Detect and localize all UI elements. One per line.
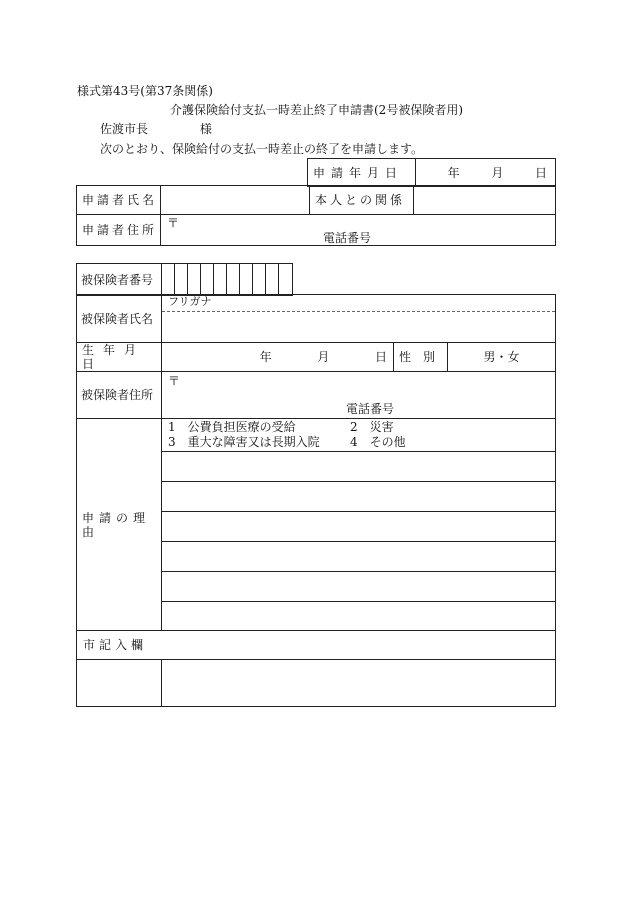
reason-option-3[interactable]: 3 重大な障害又は長期入院 [168,435,320,449]
insured-table [76,294,556,707]
reason-option-4[interactable]: 4 その他 [350,435,406,449]
number-digit-box[interactable] [175,264,188,294]
birth-date-label: 生年月日 [77,343,162,372]
office-use-label: 市記入欄 [77,631,556,660]
applicant-address-label: 申請者住所 [77,215,161,246]
reason-line[interactable] [162,572,556,602]
number-digit-box[interactable] [240,264,253,294]
insured-address-field[interactable] [162,372,556,419]
application-date-label: 申請年月日 [308,159,416,187]
relation-field[interactable] [414,186,556,215]
number-digit-box[interactable] [201,264,214,294]
birth-month-unit: 月 [317,350,330,364]
number-digit-box[interactable] [279,264,292,294]
postal-mark: 〒 [167,216,180,230]
insured-number-table [76,263,293,296]
reason-option-1[interactable]: 1 公費負担医療の受給 [168,420,296,434]
reason-options[interactable] [162,419,556,452]
number-digit-box[interactable] [214,264,227,294]
birth-day-unit: 日 [374,350,387,364]
form-title: 介護保険給付支払一時差止終了申請書(2号被保険者用) [170,103,464,117]
applicant-address-field[interactable] [161,215,556,246]
applicant-table [76,185,556,246]
reason-line[interactable] [162,482,556,512]
application-date-field[interactable] [416,159,556,187]
birth-date-field[interactable] [162,343,394,372]
number-digit-box[interactable] [266,264,279,294]
office-use-field[interactable] [162,660,556,707]
insured-address-label: 被保険者住所 [77,372,162,419]
number-digit-box[interactable] [188,264,201,294]
number-digit-box[interactable] [162,264,175,294]
gender-options: 男・女 [483,350,520,364]
number-digit-box[interactable] [253,264,266,294]
furigana-label: フリガナ [168,295,212,308]
postal-mark: 〒 [168,374,181,388]
furigana-row [162,295,555,312]
form-number: 様式第43号(第37条関係) [77,84,213,98]
number-digit-box[interactable] [227,264,240,294]
birth-year-unit: 年 [259,350,272,364]
applicant-name-field[interactable] [161,186,310,215]
reason-line[interactable] [162,512,556,542]
intro-text: 次のとおり、保険給付の支払一時差止の終了を申請します。 [100,142,424,156]
addressee [100,122,212,136]
date-year-unit: 年 [447,165,460,180]
addressee-name: 佐渡市長 [100,122,149,136]
date-month-unit: 月 [491,165,504,180]
office-use-left [77,660,162,707]
reason-line[interactable] [162,602,556,631]
applicant-name-label: 申請者氏名 [77,186,161,215]
reason-line[interactable] [162,542,556,572]
reason-line[interactable] [162,452,556,482]
addressee-honorific: 様 [199,122,212,136]
insured-phone-label: 電話番号 [346,402,395,416]
applicant-phone-label: 電話番号 [323,231,372,245]
applicant-date-table [307,158,556,187]
reason-label: 申請の理由 [77,419,162,631]
date-day-unit: 日 [534,165,547,180]
reason-option-2[interactable]: 2 災害 [350,420,394,434]
insured-name-field[interactable] [162,295,556,343]
insured-number-label: 被保険者番号 [77,264,162,296]
insured-name-label: 被保険者氏名 [77,295,162,343]
relation-label: 本人との関係 [310,186,414,215]
gender-field[interactable] [448,343,556,372]
gender-label: 性別 [394,343,448,372]
insured-number-field[interactable] [162,264,293,296]
